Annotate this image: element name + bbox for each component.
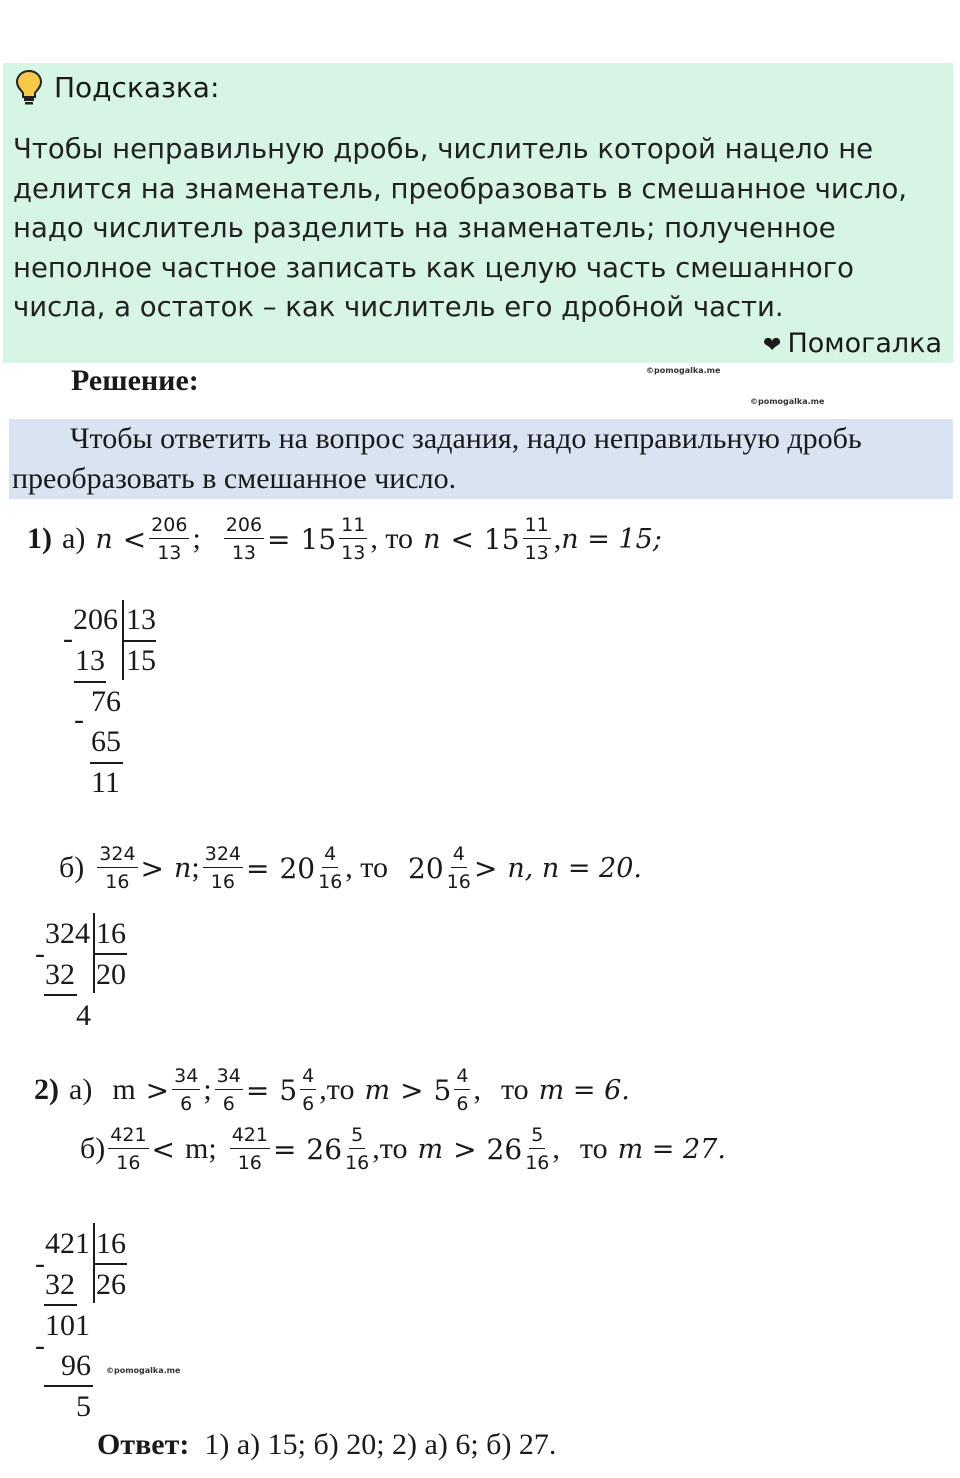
quotient: 26 [96,1268,126,1301]
divisor: 13 [126,603,156,636]
numerator: 11 [523,514,551,539]
sub-label: а) [62,522,86,555]
numerator: 5 [349,1124,365,1149]
minus-sign: - [35,1247,45,1280]
lightbulb-icon [14,68,44,106]
dividend: 206 [73,603,118,636]
var: m [185,1132,209,1165]
fraction [318,843,342,893]
fraction [108,1124,148,1174]
watermark: ©pomogalka.me [750,397,825,406]
partial-remainder: 101 [45,1309,90,1342]
sub-label: б) [59,851,85,884]
minus-sign: - [35,937,45,970]
brand-label [763,328,942,359]
division-line [74,681,106,683]
denominator: 6 [456,1093,469,1115]
fraction [203,843,243,893]
whole-part: 26 [306,1132,343,1166]
var: m [417,1133,444,1165]
op: < [122,522,147,556]
word: , то [370,522,414,555]
op: > [473,851,498,885]
remainder: 4 [76,999,91,1032]
division-line [95,953,127,955]
division-line [44,1304,77,1306]
fraction [230,1124,270,1174]
fraction [97,843,137,893]
subtrahend: 13 [75,644,105,677]
division-line [90,762,123,764]
watermark: ©pomogalka.me [646,366,721,375]
numerator: 206 [149,514,189,539]
answer-label: Ответ: [97,1428,190,1461]
denominator: 13 [157,542,182,564]
hint-text: Чтобы неправильную дробь, числитель которой нацело не делится на знаменатель, преобразовать в смешанное число, надо числитель разделить на знаменатель; полученное неполное частное записать как целую часть смешанного числа, а остаток – как числитель его дробной части. [13,133,908,323]
word: то [579,1132,608,1165]
heart-icon: ❤ [763,333,782,358]
var: m [112,1073,136,1106]
answer-text: 1) а) 15; б) 20; 2) а) 6; б) 27. [204,1428,557,1461]
whole-part: 20 [279,851,316,885]
op: < [151,1132,175,1166]
numerator: 4 [454,1065,470,1090]
fraction [523,514,551,564]
numerator: 421 [230,1124,270,1149]
fraction [172,1065,200,1115]
brand-name: Помогалка [787,328,942,359]
task1a-line: 1) а) n < $\frac{206}{13}$ ; $\frac{206}{13}$ = 15 $\frac{11}{13}$ , то n < 15 $\frac{11}{13}$ , n = 15; [27,514,662,564]
whole-part: 26 [486,1132,523,1166]
numerator: 5 [529,1124,545,1149]
subtrahend: 96 [61,1349,91,1382]
dividend: 421 [45,1227,90,1260]
numerator: 4 [451,843,467,868]
op: = [272,1132,297,1166]
whole-part: 5 [279,1073,298,1107]
subtrahend: 65 [91,725,121,758]
division-line [124,640,156,642]
fraction [224,514,264,564]
fraction [215,1065,243,1115]
var: n [95,523,113,555]
result: n, n = 20. [507,852,642,884]
denominator: 13 [524,542,549,564]
solution-title: Решение: [71,364,199,397]
fraction [447,843,471,893]
whole-part: 5 [433,1073,452,1107]
op: = [246,851,270,885]
op: = [245,1073,270,1107]
var: n [423,523,441,555]
division-line [95,1263,127,1265]
var: n [174,852,192,884]
word: то [500,1073,529,1106]
quotient: 20 [96,958,126,991]
numerator: 34 [215,1065,243,1090]
task2a-line: 2) а) m > $\frac{34}{6}$ ; $\frac{34}{6}$ = 5 $\frac{4}{6}$ ,то m > 5 $\frac{4}{6}$ , то m = 6. [34,1065,630,1115]
word: , то [345,851,389,884]
denominator: 16 [446,871,471,893]
whole-part: 20 [408,851,444,885]
numerator: 11 [339,514,367,539]
fraction [525,1124,549,1174]
subtrahend: 32 [45,1268,75,1301]
result: n = 15; [561,523,662,555]
denominator: 16 [345,1152,370,1174]
subtrahend: 32 [45,958,75,991]
sub-label: б) [80,1132,106,1165]
numerator: 4 [322,843,338,868]
remainder: 11 [91,766,120,799]
divisor: 16 [96,1227,126,1260]
watermark: ©pomogalka.me [106,1366,181,1375]
sub-label: а) [69,1073,93,1106]
numerator: 34 [172,1065,200,1090]
minus-sign: - [35,1329,45,1362]
task-number: 1) [27,522,52,555]
divisor: 16 [96,917,126,950]
numerator: 4 [300,1065,316,1090]
op: > [400,1073,424,1107]
partial-remainder: 76 [91,685,121,718]
var: m [364,1074,391,1106]
denominator: 16 [116,1152,141,1174]
answer-line [97,1428,556,1462]
op: = [267,522,291,556]
denominator: 16 [210,871,235,893]
division-line [44,1385,93,1387]
minus-sign: - [74,703,84,736]
denominator: 6 [222,1093,235,1115]
fraction [345,1124,369,1174]
numerator: 421 [108,1124,148,1149]
fraction [300,1065,316,1115]
denominator: 16 [105,871,130,893]
denominator: 6 [180,1093,193,1115]
remainder: 5 [76,1390,91,1423]
numerator: 324 [97,843,137,868]
word: ,то [372,1132,408,1165]
division-line [44,994,77,996]
hint-title: Подсказка: [54,71,220,104]
denominator: 16 [237,1152,262,1174]
whole-part: 15 [300,522,337,556]
result: m = 27. [617,1133,726,1165]
task2b-line: б) $\frac{421}{16}$ < m ; $\frac{421}{16}$ = 26 $\frac{5}{16}$ ,то m > 26 $\frac{5}{16}$ , то m = 27. [80,1124,726,1174]
fraction [339,514,367,564]
op: < [450,522,474,556]
quotient: 15 [126,644,156,677]
denominator: 16 [525,1152,550,1174]
denominator: 13 [341,542,366,564]
whole-part: 15 [483,522,520,556]
op: > [145,1073,170,1107]
denominator: 16 [318,871,343,893]
word: ,то [319,1073,355,1106]
result: m = 6. [538,1074,630,1106]
numerator: 206 [224,514,264,539]
fraction [454,1065,470,1115]
op: > [140,851,164,885]
numerator: 324 [203,843,243,868]
task-number: 2) [34,1073,59,1106]
denominator: 6 [302,1093,315,1115]
minus-sign: - [63,622,73,655]
dividend: 324 [45,917,90,950]
task1b-line: б) $\frac{324}{16}$ > n ; $\frac{324}{16}$ = 20 $\frac{4}{16}$ , то 20 $\frac{4}{16}$ > n, n = 20. [59,843,642,893]
intro-text: Чтобы ответить на вопрос задания, надо неправильную дробь преобразовать в смешанное число. [12,422,862,495]
op: > [453,1132,477,1166]
fraction [149,514,189,564]
denominator: 13 [231,542,256,564]
